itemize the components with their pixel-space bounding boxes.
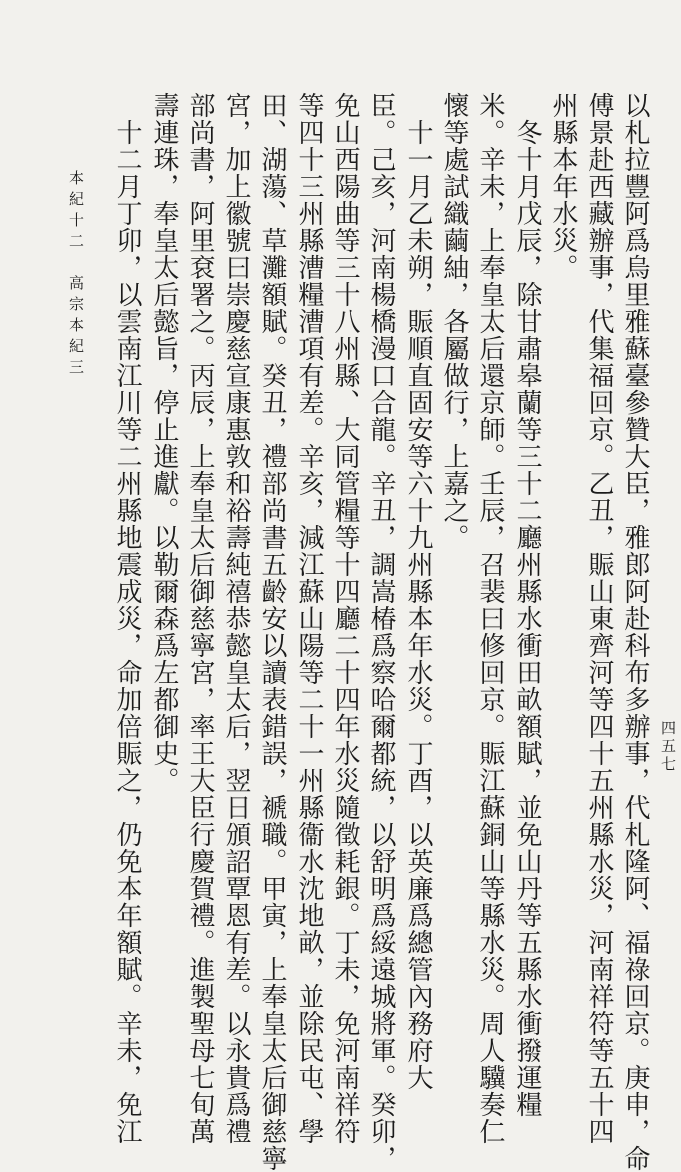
text-column-11: 田、湖蕩、草灘額賦。癸丑，禮部尚書五齡安以讀表錯誤，褫職。甲寅，上奉皇太后御慈寧: [257, 92, 287, 1172]
text-column-7: 十一月乙未朔，賑順直固安等六十九州縣本年水災。丁酉，以英廉爲總管內務府大: [403, 92, 433, 1091]
text-column-15: 十二月丁卯，以雲南江川等二州縣地震成災，命加倍賑之，仍免本年額賦。辛未，免江: [112, 92, 142, 1145]
text-column-3: 州縣本年水災。: [548, 92, 578, 281]
text-column-2: 傅景赴西藏辦事，代集福回京。乙丑，賑山東齊河等四十五州縣水災，河南祥符等五十四: [584, 92, 614, 1145]
text-column-1: 以札拉豐阿爲烏里雅蘇臺參贊大臣，雅郎阿赴科布多辦事，代札隆阿、福祿回京。庚申，命: [620, 92, 650, 1172]
text-column-9: 免山西陽曲等三十八州縣、大同管糧等十四廳二十四年水災隨徵耗銀。丁未，免河南祥符: [330, 92, 360, 1145]
text-column-12: 宮，加上徽號曰崇慶慈宣康惠敦和裕壽純禧恭懿皇太后，翌日頒詔覃恩有差。以永貴爲禮: [221, 92, 251, 1145]
running-header: 本紀十二 高宗本紀三: [67, 170, 85, 380]
text-column-5: 米。辛未，上奉皇太后還京師。壬辰，召裴曰修回京。賑江蘇銅山等縣水災。周人驥奏仁: [475, 92, 505, 1145]
text-column-14: 壽連珠，奉皇太后懿旨，停止進獻。以勒爾森爲左都御史。: [149, 92, 179, 794]
text-column-4: 冬十月戊辰，除甘肅皋蘭等三十二廳州縣水衝田畝額賦，並免山丹等五縣水衝撥運糧: [512, 92, 542, 1118]
page-number: 四五七: [659, 720, 677, 774]
text-column-13: 部尚書，阿里袞署之。丙辰，上奉皇太后御慈寧宮，率王大臣行慶賀禮。進製聖母七旬萬: [185, 92, 215, 1145]
text-column-6: 懷等處試織繭紬，各屬做行，上嘉之。: [439, 92, 469, 551]
text-column-10: 等四十三州縣漕糧漕項有差。辛亥，減江蘇山陽等二十一州縣衞水沈地畝，並除民屯、學: [294, 92, 324, 1145]
text-column-8: 臣。己亥，河南楊橋漫口合龍。辛丑，調嵩椿爲察哈爾都統，以舒明爲綏遠城將軍。癸卯，: [366, 92, 396, 1172]
